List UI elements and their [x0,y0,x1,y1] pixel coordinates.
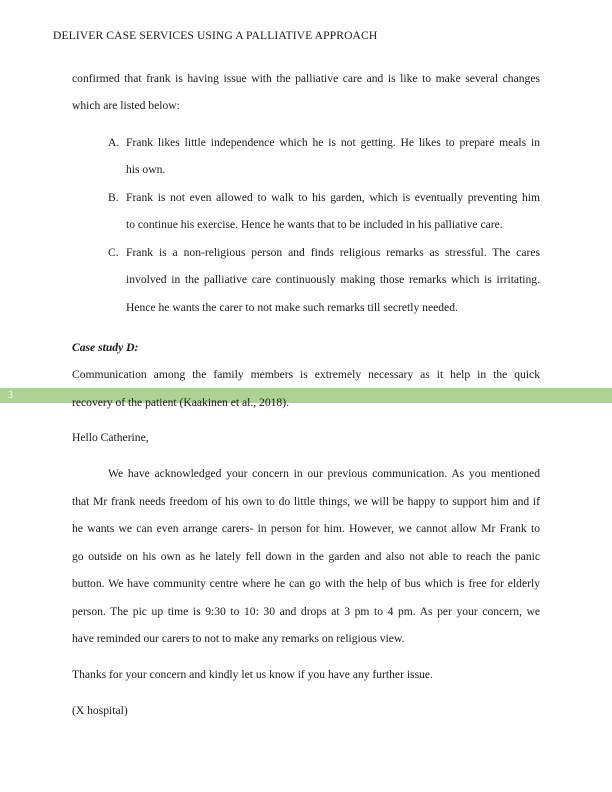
letter-closing: Thanks for your concern and kindly let us know if you have any further issue. [72,668,433,681]
letter-body-line-4: go outside on his own as he lately fell down in the garden and also not able to reach the panic [72,550,540,563]
letter-body-line-5: button. We have community centre where he can go with the help of bus which is free for elderly [72,577,540,590]
case-study-line-1: Communication among the family members is extremely necessary as it help in the quick [72,368,540,381]
case-study-heading: Case study D: [72,341,139,354]
letter-body-line-6: person. The pic up time is 9:30 to 10: 30 and drops at 3 pm to 4 pm. As per your concern, we [72,605,540,618]
list-b-line-2: to continue his exercise. Hence he wants that to be included in his palliative care. [126,218,503,231]
letter-greeting: Hello Catherine, [72,431,149,444]
letter-body-line-2: that Mr frank needs freedom of his own to do little things, we will be happy to support him and if [72,495,540,508]
list-a-line-2: his own. [126,163,166,176]
case-study-line-2: recovery of the patient (Kaakinen et al., 2018). [72,396,289,409]
intro-line-1: confirmed that frank is having issue with the palliative care and is like to make several changes [72,72,540,85]
letter-body-line-1: We have acknowledged your concern in our previous communication. As you mentioned [108,467,540,480]
list-c-line-3: Hence he wants the carer to not make such remarks till secretly needed. [126,301,458,314]
list-a-line-1: Frank likes little independence which he is not getting. He likes to prepare meals in [126,136,540,149]
page-number: 3 [8,390,13,401]
letter-signature: (X hospital) [72,704,128,717]
list-b-line-1: Frank is not even allowed to walk to his garden, which is eventually preventing him [126,191,540,204]
running-header: DELIVER CASE SERVICES USING A PALLIATIVE APPROACH [53,29,378,42]
letter-body-line-7: have reminded our carers to not to make any remarks on religious view. [72,632,405,645]
list-letter-c: C. [108,246,119,259]
list-c-line-2: involved in the palliative care continuously making those remarks which is irritating. [126,273,540,286]
list-c-line-1: Frank is a non-religious person and finds religious remarks as stressful. The cares [126,246,540,259]
intro-line-2: which are listed below: [72,99,180,112]
list-letter-a: A. [108,136,120,149]
letter-body-line-3: he wants we can even arrange carers- in person for him. However, we cannot allow Mr Frank to [72,522,540,535]
list-letter-b: B. [108,191,119,204]
